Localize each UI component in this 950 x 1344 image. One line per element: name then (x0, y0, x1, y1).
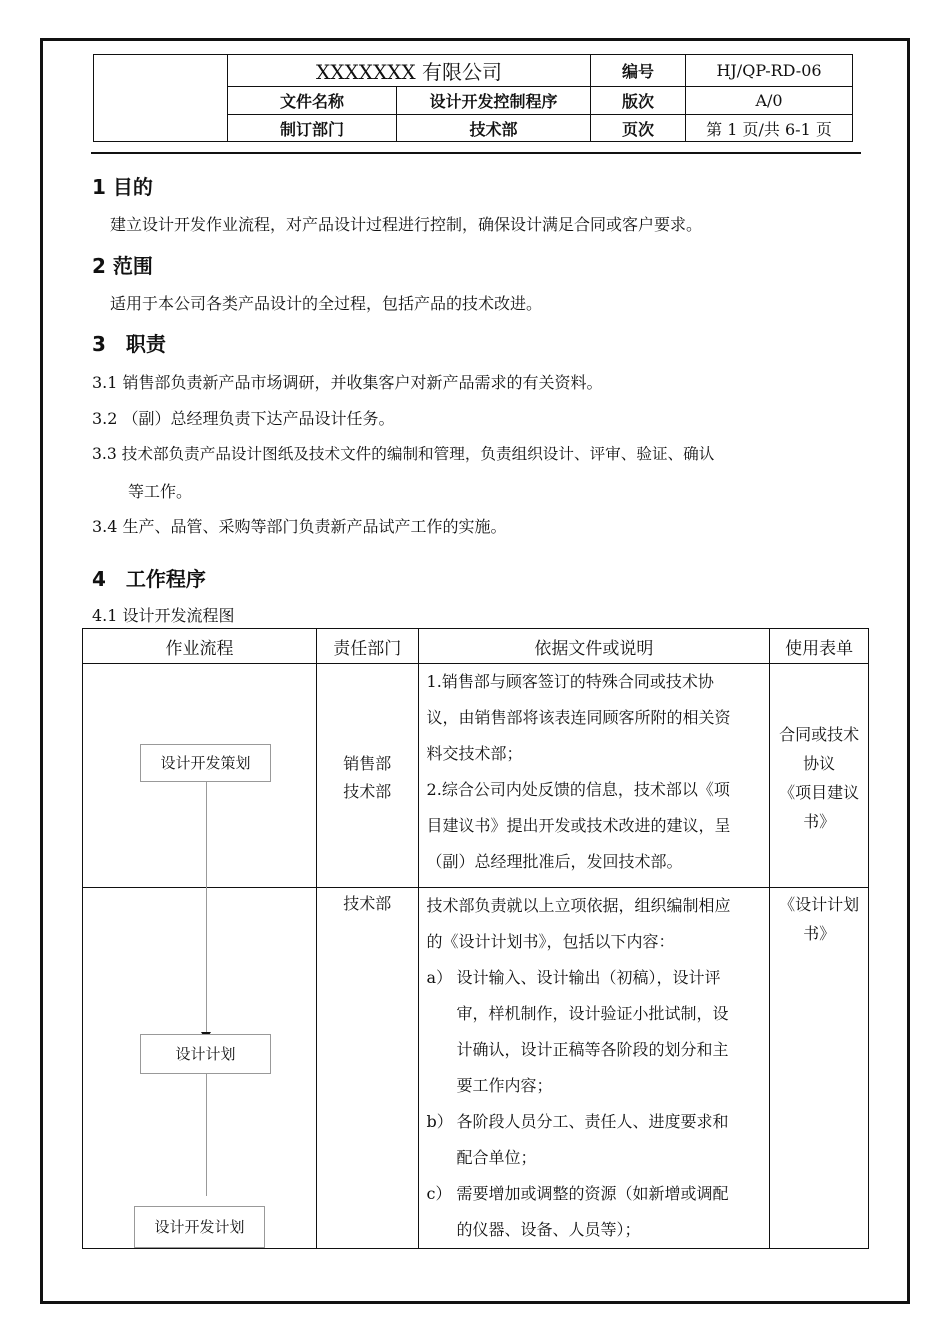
number-value: HJ/QP-RD-06 (686, 55, 853, 87)
page-value: 第 1 页/共 6-1 页 (686, 115, 853, 142)
page-label: 页次 (591, 115, 686, 142)
dept-sales: 销售部 (343, 754, 392, 773)
version-value: A/0 (686, 87, 853, 115)
table-row (83, 888, 869, 1249)
basis-line: 1.销售部与顾客签订的特殊合同或技术协 (426, 672, 714, 691)
form-line: 书》 (803, 812, 836, 831)
list-marker: c） (426, 1184, 452, 1203)
basis-line: 2.综合公司内处反馈的信息，技术部以《项 (426, 780, 730, 799)
form-line: 书》 (803, 924, 836, 943)
col-header-dept: 责任部门 (316, 629, 418, 664)
section-3-2: 3.2 （副）总经理负责下达产品设计任务。 (92, 409, 395, 428)
list-item (427, 1104, 760, 1176)
logo-cell (94, 55, 228, 142)
header-rule (91, 152, 861, 154)
dept-value: 技术部 (397, 115, 591, 142)
section-3-3-line2: 等工作。 (128, 482, 193, 501)
flow-connector (206, 1074, 207, 1196)
forms-cell-2 (770, 888, 869, 1249)
basis-line: 设计输入、设计输出（初稿），设计评 (456, 968, 721, 987)
file-name-label: 文件名称 (228, 87, 397, 115)
version-label: 版次 (591, 87, 686, 115)
document-header-table (93, 54, 853, 142)
basis-line: （副）总经理批准后，发回技术部。 (426, 852, 683, 871)
basis-line: 要工作内容； (456, 1076, 553, 1095)
basis-line: 料交技术部； (426, 744, 523, 763)
form-line: 《设计计划 (779, 895, 860, 914)
basis-line: 技术部负责就以上立项依据，组织编制相应 (426, 896, 731, 915)
basis-line: 的《设计计划书》，包括以下内容： (426, 932, 675, 951)
file-name-value: 设计开发控制程序 (397, 87, 591, 115)
basis-line: 议，由销售部将该表连同顾客所附的相关资 (426, 708, 731, 727)
flow-table (82, 628, 869, 1249)
list-item (427, 960, 760, 1104)
section-4-title: 4 工作程序 (92, 567, 206, 591)
forms-cell-1 (770, 664, 869, 888)
basis-cell-2 (418, 888, 770, 1249)
form-line: 协议 (803, 754, 836, 773)
dept-tech: 技术部 (343, 894, 392, 913)
number-label: 编号 (591, 55, 686, 87)
list-item (427, 1176, 760, 1248)
table-row (83, 664, 869, 888)
basis-line: 目建议书》提出开发或技术改进的建议，呈 (426, 816, 731, 835)
basis-line: 审，样机制作，设计验证小批试制，设 (456, 1004, 729, 1023)
col-header-forms: 使用表单 (770, 629, 869, 664)
flow-box-design-dev-plan: 设计开发计划 (134, 1206, 265, 1248)
section-2-title: 2 范围 (92, 254, 153, 278)
section-3-3-line1: 3.3 技术部负责产品设计图纸及技术文件的编制和管理，负责组织设计、评审、验证、确认 (92, 445, 715, 463)
col-header-basis: 依据文件或说明 (418, 629, 770, 664)
flow-box-design-planning: 设计开发策划 (140, 744, 271, 782)
flow-cell-2 (83, 888, 317, 1249)
flow-connector (206, 888, 207, 1034)
form-line: 合同或技术 (779, 725, 860, 744)
form-line: 《项目建议 (779, 783, 860, 802)
section-4-1: 4.1 设计开发流程图 (92, 606, 235, 625)
basis-line: 的仪器、设备、人员等）； (456, 1220, 641, 1239)
col-header-process: 作业流程 (83, 629, 317, 664)
basis-line: 配合单位； (456, 1148, 537, 1167)
flow-box-design-plan: 设计计划 (140, 1034, 271, 1074)
dept-cell-2 (316, 888, 418, 1249)
basis-line: 需要增加或调整的资源（如新增或调配 (456, 1184, 729, 1203)
list-marker: a） (426, 968, 453, 987)
dept-cell-1 (316, 664, 418, 888)
flow-cell-1 (83, 664, 317, 888)
section-2-body: 适用于本公司各类产品设计的全过程，包括产品的技术改进。 (110, 294, 543, 313)
company-name: XXXXXXX 有限公司 (228, 55, 591, 87)
basis-line: 各阶段人员分工、责任人、进度要求和 (456, 1112, 729, 1131)
section-1-title: 1 目的 (92, 175, 153, 199)
section-3-4: 3.4 生产、品管、采购等部门负责新产品试产工作的实施。 (92, 517, 507, 536)
dept-tech: 技术部 (343, 782, 392, 801)
section-1-body: 建立设计开发作业流程，对产品设计过程进行控制，确保设计满足合同或客户要求。 (110, 215, 703, 234)
section-3-title: 3 职责 (92, 332, 166, 356)
section-3-1: 3.1 销售部负责新产品市场调研，并收集客户对新产品需求的有关资料。 (92, 373, 603, 392)
flow-connector (206, 782, 207, 888)
basis-cell-1 (418, 664, 770, 888)
dept-label: 制订部门 (228, 115, 397, 142)
list-marker: b） (426, 1112, 453, 1131)
basis-line: 计确认，设计正稿等各阶段的划分和主 (456, 1040, 729, 1059)
